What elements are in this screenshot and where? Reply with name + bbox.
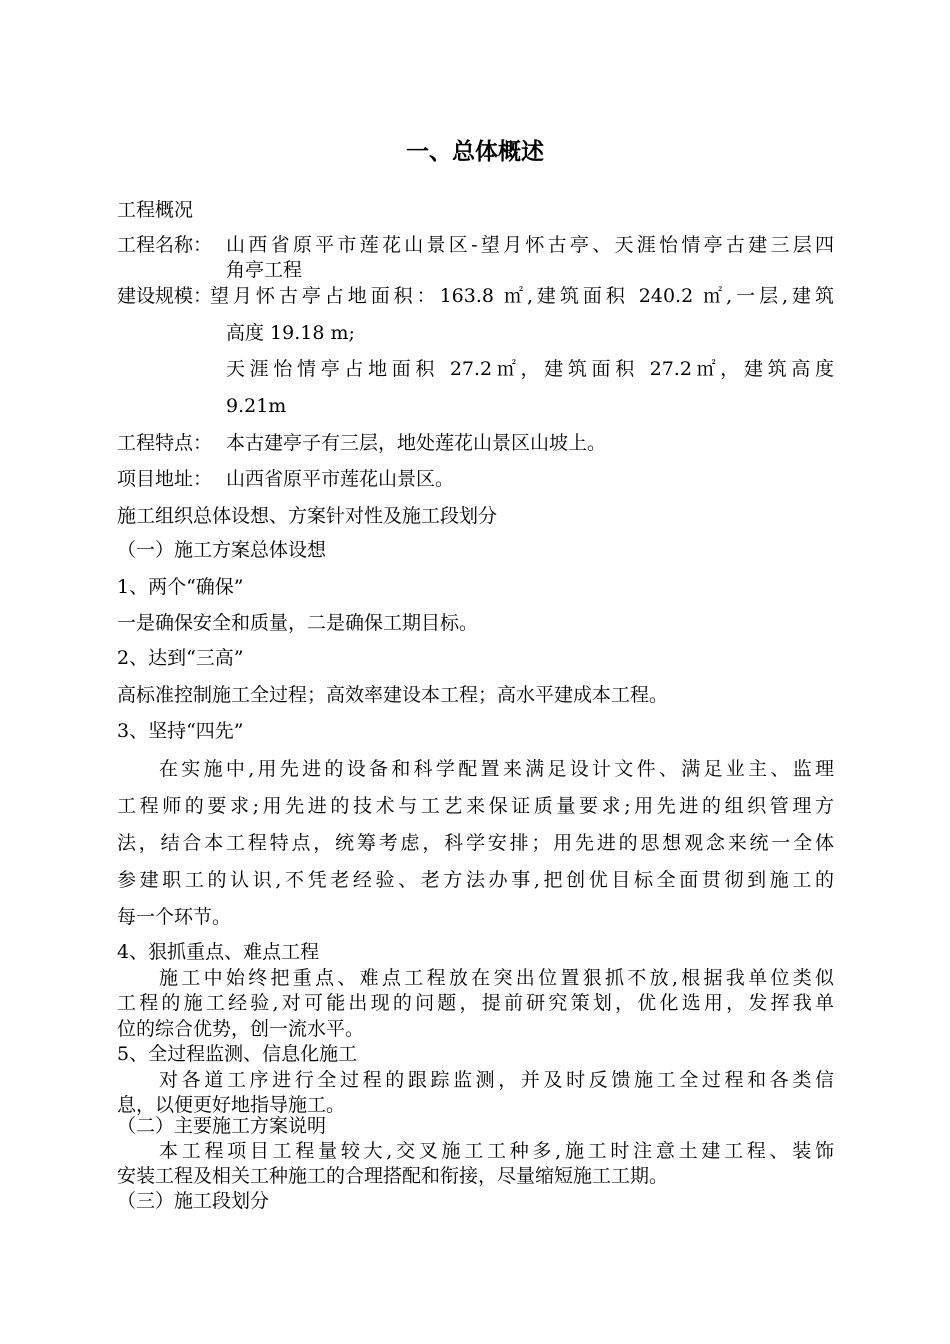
item-3-line: 在实施中,用先进的设备和科学配置来满足设计文件、满足业主、监理 (159, 758, 834, 780)
item-1-heading: 1、两个“确保” (117, 576, 244, 598)
item-2-heading: 2、达到“三高” (117, 647, 244, 669)
item-4-line: 位的综合优势，创一流水平。 (117, 1018, 365, 1040)
subsection-2-line: 本工程项目工程量较大,交叉施工工种多,施工时注意土建工程、装饰 (159, 1140, 834, 1162)
scale-line-1: 望月怀古亭占地面积：163.8 ㎡,建筑面积 240.2 ㎡,一层,建筑 (210, 285, 834, 307)
features-label: 工程特点： (117, 432, 213, 454)
subsection-1-heading: （一）施工方案总体设想 (117, 539, 327, 561)
item-5-line: 息，以便更好地指导施工。 (117, 1094, 346, 1116)
item-4-line: 施工中始终把重点、难点工程放在突出位置狠抓不放,根据我单位类似 (159, 967, 834, 989)
subsection-2-line: 安装工程及相关工种施工的合理搭配和衔接，尽量缩短施工工期。 (117, 1165, 669, 1187)
item-3-line: 每一个环节。 (117, 906, 232, 928)
subsection-3-heading: （三）施工段划分 (117, 1190, 270, 1212)
item-4-line: 工程的施工经验,对可能出现的问题，提前研究策划，优化选用，发挥我单 (117, 992, 834, 1014)
scale-line-3: 天涯怡情亭占地面积 27.2㎡，建筑面积 27.2㎡，建筑高度 (226, 358, 834, 380)
project-name-label: 工程名称： (117, 234, 213, 256)
item-3-line: 法，结合本工程特点，统筹考虑，科学安排；用先进的思想观念来统一全体 (117, 832, 834, 854)
item-5-line: 对各道工序进行全过程的跟踪监测，并及时反馈施工全过程和各类信 (159, 1069, 834, 1091)
item-2-text: 高标准控制施工全过程；高效率建设本工程；高水平建成本工程。 (117, 684, 669, 706)
item-5-heading: 5、全过程监测、信息化施工 (117, 1043, 358, 1065)
item-3-heading: 3、坚持“四先” (117, 720, 244, 742)
project-name-line-1: 山西省原平市莲花山景区-望月怀古亭、天涯怡情亭古建三层四 (226, 234, 834, 256)
org-heading: 施工组织总体设想、方案针对性及施工段划分 (117, 505, 498, 527)
section-overview-heading: 工程概况 (117, 199, 194, 221)
item-3-line: 工程师的要求;用先进的技术与工艺来保证质量要求;用先进的组织管理方 (117, 795, 834, 817)
scale-label: 建设规模： (117, 285, 213, 307)
scale-line-2: 高度 19.18 m; (226, 322, 355, 344)
item-4-heading: 4、狠抓重点、难点工程 (117, 941, 320, 963)
project-name-line-2: 角亭工程 (226, 259, 303, 281)
address-label: 项目地址： (117, 468, 213, 490)
features-text: 本古建亭子有三层，地处莲花山景区山坡上。 (226, 432, 607, 454)
address-text: 山西省原平市莲花山景区。 (226, 468, 455, 490)
subsection-2-heading: （二）主要施工方案说明 (117, 1115, 327, 1137)
page-title: 一、总体概述 (406, 139, 544, 165)
scale-line-4: 9.21m (226, 395, 287, 417)
item-3-line: 参建职工的认识,不凭老经验、老方法办事,把创优目标全面贯彻到施工的 (117, 869, 834, 891)
item-1-text: 一是确保安全和质量，二是确保工期目标。 (117, 612, 479, 634)
